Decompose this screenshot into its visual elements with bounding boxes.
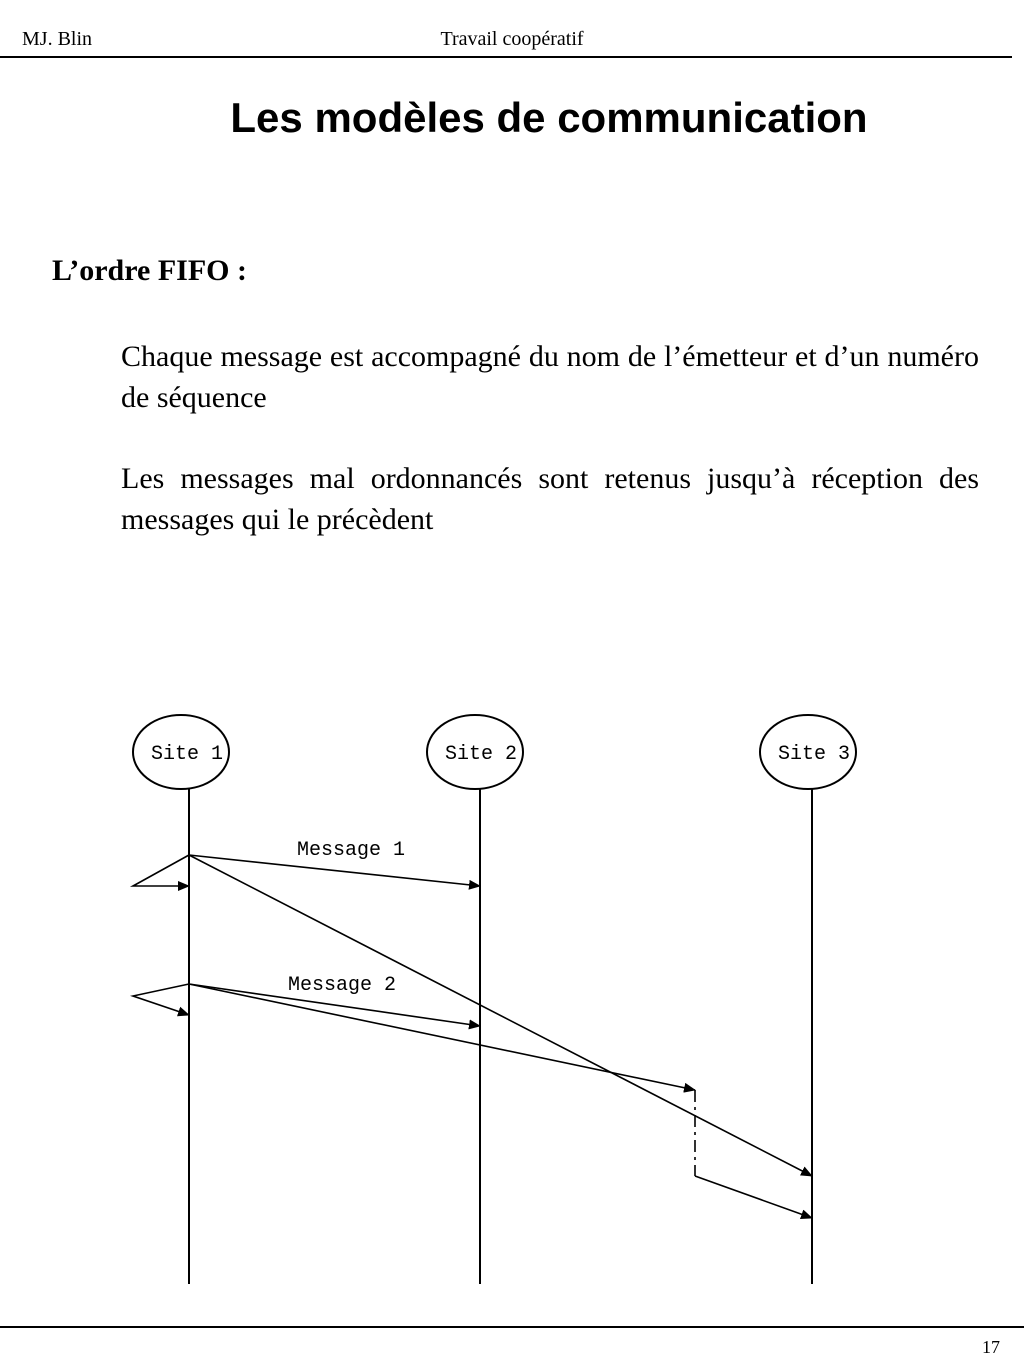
paragraph-sequence-number: Chaque message est accompagné du nom de l’émetteur et d’un numéro de séquence (121, 340, 979, 414)
message-2-delayed-delivery (695, 1176, 812, 1218)
footer-rule (0, 1326, 1024, 1328)
site-1-label: Site 1 (150, 743, 224, 766)
paragraph-held-messages: Les messages mal ordonnancés sont retenus jusqu’à réception des messages qui le précèdent (121, 462, 979, 536)
message-2-label: Message 2 (288, 974, 397, 997)
page-title: Les modèles de communication (230, 94, 868, 141)
message-1-to-site-3 (189, 855, 812, 1176)
message-2-to-site-3-held (189, 984, 695, 1090)
self-delivery-arrow-1 (133, 855, 189, 886)
section-heading: L’ordre FIFO : (52, 254, 247, 287)
page-number: 17 (982, 1337, 1000, 1357)
self-delivery-arrow-2 (133, 984, 189, 1015)
header-author: MJ. Blin (22, 28, 93, 50)
header-course-title: Travail coopératif (440, 28, 584, 50)
site-2-label: Site 2 (444, 743, 518, 766)
site-3-label: Site 3 (777, 743, 851, 766)
message-1-label: Message 1 (297, 839, 406, 862)
